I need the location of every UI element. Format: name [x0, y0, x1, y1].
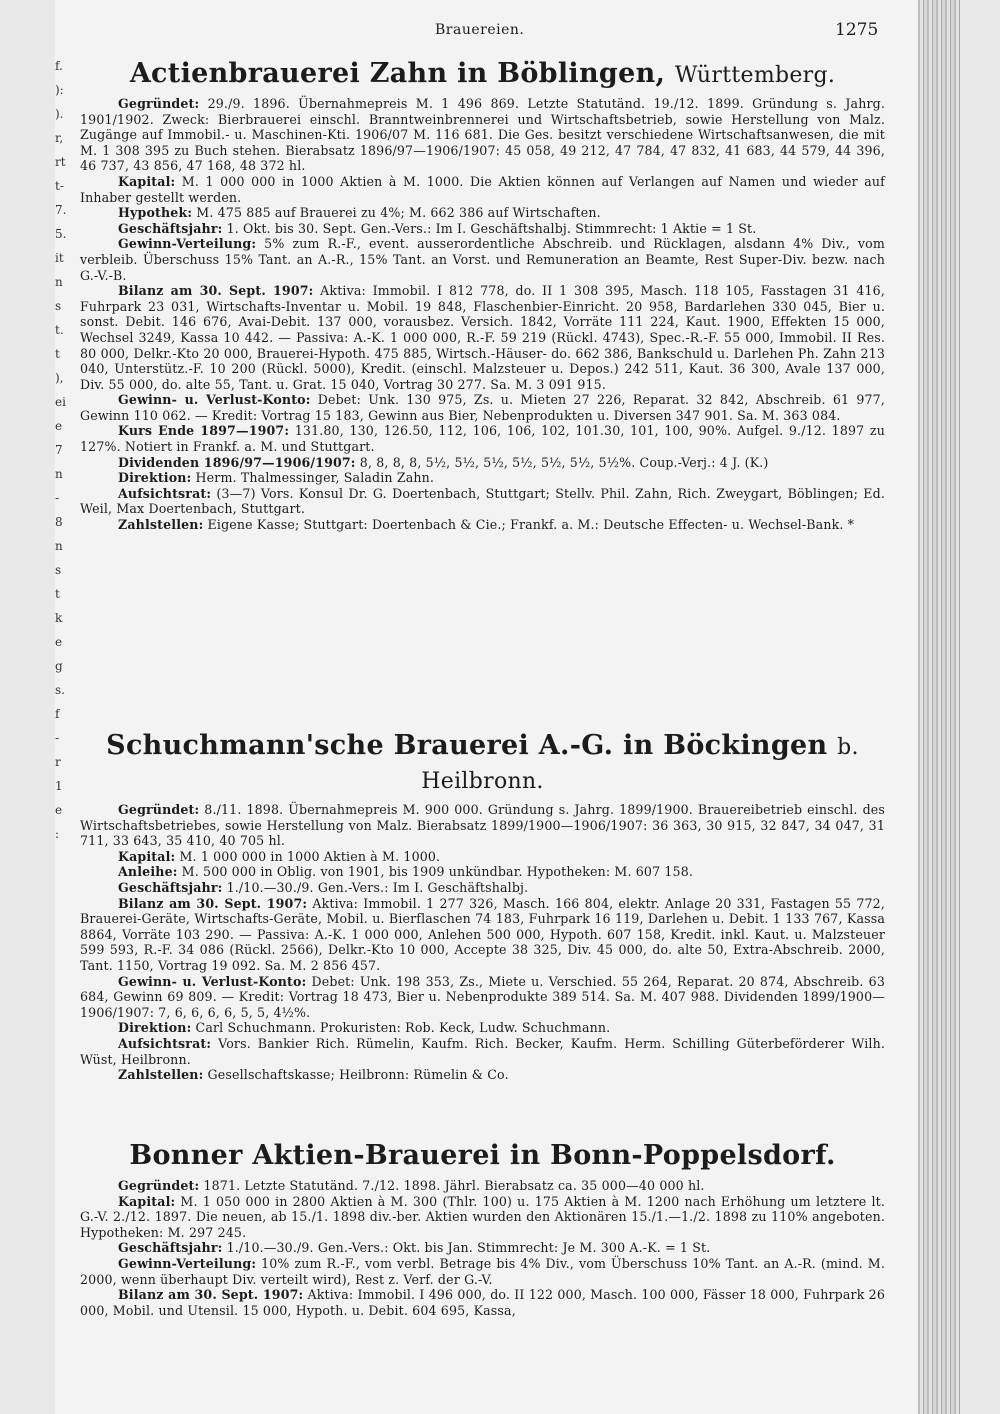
paragraph-text: Gesellschaftskasse; Heilbronn: Rümelin & Co. — [203, 1067, 509, 1083]
paragraph-text: 29./9. 1896. Übernahmepreis M. 1 496 869. Letzte Statutänd. 19./12. 1899. Gründung s. Jahrg. 1901/1902. Zweck: Bierbrauerei einschl. Branntweinbrennerei und Wirtschaftsbetrieb, sowie Herstellung von Malz. Zugänge auf Immobil.- u. Maschinen-Kti. 1906/07 M. 116 681. Die Ges. besitzt verschiedene Wirtschaftsanwesen, die mit M. 1 308 395 zu Buch stehen. Bierabsatz 1896/97—1906/1907: 45 058, 49 212, 47 784, 47 832, 41 683, 44 579, 44 396, 46 737, 43 856, 47 168, 48 372 hl. — [80, 96, 885, 174]
margin-fragment: k — [55, 611, 63, 625]
entry-paragraph — [80, 486, 885, 517]
entry-heading: Bonner Aktien-Brauerei in Bonn-Poppelsdorf. — [129, 1140, 836, 1171]
margin-fragment: it — [55, 251, 64, 265]
running-title: Brauereien. — [435, 22, 525, 38]
margin-fragment: s — [55, 563, 62, 577]
paragraph-text: Debet: Unk. 130 975, Zs. u. Mieten 27 226, Reparat. 32 842, Abschreib. 61 977, Gewinn 110 062. — Kredit: Vortrag 15 183, Gewinn aus Bier, Nebenprodukten u. Diversen 347 901. Sa. M. 363 084. — [80, 392, 885, 423]
margin-fragment: s. — [55, 683, 65, 697]
entry-paragraph — [80, 864, 885, 880]
entry-paragraph — [80, 1067, 885, 1083]
paragraph-text: 5% zum R.-F., event. ausserordentliche Abschreib. und Rücklagen, alsdann 4% Div., vom verbleib. Überschuss 15% Tant. an A.-R., 15% Tant. an Vorst. und Remuneration an Beamte, Rest Super-Div. bezw. nach G.-V.-B. — [80, 236, 885, 283]
margin-fragment: : — [55, 827, 60, 841]
entry-paragraph — [80, 205, 885, 221]
entry-paragraph — [80, 96, 885, 174]
margin-fragment: rt — [55, 155, 66, 169]
paragraph-text: Debet: Unk. 198 353, Zs., Miete u. Verschied. 55 264, Reparat. 20 874, Abschreib. 63 684, Gewinn 69 809. — Kredit: Vortrag 18 473, Bier u. Nebenprodukte 389 514. Sa. M. 407 988. Dividenden 1899/1900—1906/1907: 7, 6, 6, 6, 6, 5, 5, 4½%. — [80, 973, 886, 1020]
book-edge — [918, 0, 960, 1414]
paragraph-text: 1./10.—30./9. Gen.-Vers.: Im I. Geschäftshalbj. — [222, 879, 529, 895]
paragraph-keyword: Zahlstellen: — [118, 517, 204, 533]
paragraph-text: M. 1 000 000 in 1000 Aktien à M. 1000. — [175, 848, 441, 864]
entry-bonner-aktien-brauerei — [80, 1140, 885, 1318]
entry-paragraph — [80, 1240, 885, 1256]
entry-paragraph — [80, 1020, 885, 1036]
entry-schuchmann-boeckingen — [80, 730, 885, 1083]
margin-fragment: e — [55, 419, 63, 433]
paragraph-text: Aktiva: Immobil. I 496 000, do. II 122 000, Masch. 100 000, Fässer 18 000, Fuhrpark 26 000, Mobil. und Utensil. 15 000, Hypoth. u. Debit. 604 695, Kassa, — [80, 1287, 885, 1318]
entry-heading: Schuchmann'sche Brauerei A.-G. in Böckingen b. Heilbronn. — [106, 730, 859, 794]
paragraph-text: 8, 8, 8, 8, 5½, 5½, 5½, 5½, 5½, 5½, 5½%. Coup.-Verj.: 4 J. (K.) — [355, 454, 769, 470]
paragraph-keyword: Bilanz am 30. Sept. 1907: — [118, 1287, 304, 1303]
entry-paragraph — [80, 517, 885, 533]
paragraph-keyword: Anleihe: — [118, 864, 178, 880]
paragraph-keyword: Kurs Ende 1897—1907: — [118, 423, 290, 439]
margin-fragment: ), — [55, 371, 64, 385]
margin-fragment: e — [55, 803, 63, 817]
margin-fragment: g — [55, 659, 63, 673]
entry-paragraph — [80, 1194, 885, 1241]
margin-fragment: 7. — [55, 203, 67, 217]
paragraph-keyword: Aufsichtsrat: — [118, 485, 212, 501]
paragraph-text: Vors. Bankier Rich. Rümelin, Kaufm. Rich. Becker, Kaufm. Herm. Schilling Güterbeförderer Wilh. Wüst, Heilbronn. — [80, 1035, 885, 1067]
margin-fragment: 7 — [55, 443, 63, 457]
paragraph-keyword: Gegründet: — [118, 96, 200, 111]
paragraph-keyword: Aufsichtsrat: — [118, 1035, 212, 1051]
entry-paragraph — [80, 392, 885, 423]
paragraph-keyword: Dividenden 1896/97—1906/1907: — [118, 454, 356, 470]
entry-zahn-boeblingen — [80, 58, 885, 533]
entry-paragraph — [80, 221, 885, 237]
margin-fragment: ): — [55, 83, 64, 97]
margin-fragment: s — [55, 299, 62, 313]
entry-paragraph — [80, 455, 885, 471]
margin-fragment: t. — [55, 323, 64, 337]
entry-paragraph — [80, 236, 885, 283]
entry-paragraph — [80, 174, 885, 205]
entry-paragraph — [80, 1036, 885, 1067]
paragraph-text: M. 500 000 in Oblig. von 1901, bis 1909 unkündbar. Hypotheken: M. 607 158. — [177, 864, 694, 880]
entry-paragraph — [80, 1256, 885, 1287]
margin-fragment: - — [55, 491, 60, 505]
entry-paragraph — [80, 802, 885, 849]
running-header — [55, 22, 960, 42]
page-number: 1275 — [835, 20, 879, 40]
margin-fragment: ). — [55, 107, 64, 121]
paragraph-keyword: Direktion: — [118, 470, 192, 486]
paragraph-text: Herm. Thalmessinger, Saladin Zahn. — [191, 470, 435, 486]
margin-fragment: t — [55, 587, 60, 601]
paragraph-text: Eigene Kasse; Stuttgart: Doertenbach & Cie.; Frankf. a. M.: Deutsche Effecten- u. Wechsel-Bank. * — [203, 517, 855, 533]
paragraph-text: 8./11. 1898. Übernahmepreis M. 900 000. Gründung s. Jahrg. 1899/1900. Brauereibetrieb einschl. des Wirtschaftsbetriebes, sowie Herstellung von Malz. Bierabsatz 1899/1900—1906/1907: 36 363, 30 915, 32 847, 34 047, 31 711, 33 643, 35 410, 40 705 hl. — [80, 802, 885, 849]
paragraph-text: 1871. Letzte Statutänd. 7./12. 1898. Jährl. Bierabsatz ca. 35 000—40 000 hl. — [199, 1178, 705, 1193]
paragraph-keyword: Gegründet: — [118, 1178, 200, 1193]
paragraph-keyword: Kapital: — [118, 173, 176, 189]
paragraph-keyword: Bilanz am 30. Sept. 1907: — [118, 283, 314, 299]
entry-paragraph — [80, 880, 885, 896]
margin-fragment: e — [55, 635, 63, 649]
margin-fragment: r — [55, 755, 61, 769]
margin-fragment: - — [55, 731, 60, 745]
entry-paragraph — [80, 1178, 885, 1194]
paragraph-keyword: Kapital: — [118, 1193, 176, 1209]
entry-paragraph — [80, 896, 885, 974]
paragraph-keyword: Geschäftsjahr: — [118, 879, 223, 895]
entry-paragraph — [80, 423, 885, 454]
entry-paragraph — [80, 974, 885, 1021]
paragraph-text: Carl Schuchmann. Prokuristen: Rob. Keck, Ludw. Schuchmann. — [191, 1020, 611, 1036]
margin-fragment: n — [55, 275, 63, 289]
document-page — [55, 0, 960, 1414]
paragraph-text: (3—7) Vors. Konsul Dr. G. Doertenbach, Stuttgart; Stellv. Phil. Zahn, Rich. Zweygart, Böblingen; Ed. Weil, Max Doertenbach, Stuttgart. — [80, 485, 885, 517]
entry-heading: Actienbrauerei Zahn in Böblingen, Württemberg. — [129, 58, 836, 89]
paragraph-keyword: Gewinn- u. Verlust-Konto: — [118, 392, 311, 408]
paragraph-text: 131.80, 130, 126.50, 112, 106, 106, 102, 101.30, 101, 100, 90%. Aufgel. 9./12. 1897 zu 127%. Notiert in Frankf. a. M. und Stuttgart. — [80, 423, 885, 455]
margin-fragment: 8 — [55, 515, 63, 529]
paragraph-text: Aktiva: Immobil. 1 277 326, Masch. 166 804, elektr. Anlage 20 331, Fastagen 55 772, Brauerei-Geräte, Wirtschafts-Geräte, Mobil. u. Bierflaschen 74 183, Fuhrpark 16 119, Darlehen u. Debit. 1 133 767, Kassa 8864, Vorräte 103 290. — Passiva: A.-K. 1 000 000, Anlehen 500 000, Hypoth. 607 158, Kredit. inkl. Kaut. u. Malzsteuer 599 593, R.-F. 34 086 (Rückl. 2566), Delkr.-Kto 10 000, Accepte 38 325, Div. 45 000, do. alte 50, Extra-Abschreib. 2000, Tant. 1150, Vortrag 19 092. Sa. M. 2 856 457. — [80, 895, 885, 973]
margin-fragment: n — [55, 467, 63, 481]
paragraph-keyword: Gegründet: — [118, 802, 200, 817]
entry-paragraph — [80, 470, 885, 486]
paragraph-keyword: Kapital: — [118, 848, 176, 864]
margin-fragment: f — [55, 707, 60, 721]
paragraph-keyword: Direktion: — [118, 1020, 192, 1036]
margin-fragment: r, — [55, 131, 64, 145]
paragraph-text: 1. Okt. bis 30. Sept. Gen.-Vers.: Im I. Geschäftshalbj. Stimmrecht: 1 Aktie = 1 St. — [222, 220, 757, 236]
margin-fragment: 5. — [55, 227, 67, 241]
paragraph-keyword: Gewinn- u. Verlust-Konto: — [118, 973, 307, 989]
paragraph-text: M. 1 050 000 in 2800 Aktien à M. 300 (Thlr. 100) u. 175 Aktien à M. 1200 nach Erhöhung um letztere lt. G.-V. 2./12. 1897. Die neuen, ab 15./1. 1898 div.-ber. Aktien wurden den Aktionären 15./1.—1./2. 1898 zu 110% angeboten. Hypotheken: M. 297 245. — [80, 1193, 885, 1240]
paragraph-keyword: Zahlstellen: — [118, 1067, 204, 1083]
paragraph-keyword: Geschäftsjahr: — [118, 220, 223, 236]
entry-paragraph — [80, 283, 885, 392]
paragraph-text: Aktiva: Immobil. I 812 778, do. II 1 308 395, Masch. 118 105, Fasstagen 31 416, Fuhrpark 23 031, Wirtschafts-Inventar u. Mobil. 19 848, Flaschenbier-Einricht. 20 958, Bardarlehen 330 045, Bier u. sonst. Debit. 146 676, Avai-Debit. 137 000, vorausbez. Versich. 1842, Vorräte 111 224, Kaut. 1900, Effekten 15 000, Wechsel 3249, Kassa 10 442. — Passiva: A.-K. 1 000 000, R.-F. 59 219 (Rückl. 4743), Spec.-R.-F. 55 000, Immobil. II Res. 80 000, Delkr.-Kto 20 000, Brauerei-Hypoth. 475 885, Wirtsch.-Häuser- do. 662 386, Bankschuld u. Darlehen Ph. Zahn 213 040, Unterstütz.-F. 10 200 (Rückl. 5000), Kredit. (einschl. Malzsteuer u. Depos.) 242 511, Kaut. 36 300, Avale 137 000, Div. 55 000, do. alte 55, Tant. u. Grat. 15 040, Vortrag 30 277. Sa. M. 3 091 915. — [80, 283, 885, 392]
margin-fragment: f. — [55, 59, 63, 73]
entry-paragraph — [80, 849, 885, 865]
paragraph-keyword: Hypothek: — [118, 205, 193, 221]
margin-fragment: t — [55, 347, 60, 361]
paragraph-keyword: Gewinn-Verteilung: — [118, 1255, 257, 1271]
paragraph-text: M. 475 885 auf Brauerei zu 4%; M. 662 386 auf Wirtschaften. — [192, 205, 601, 221]
margin-fragment: 1 — [55, 779, 63, 793]
paragraph-text: M. 1 000 000 in 1000 Aktien à M. 1000. Die Aktien können auf Verlangen auf Namen und wieder auf Inhaber gestellt werden. — [80, 173, 885, 205]
margin-fragment: n — [55, 539, 63, 553]
paragraph-keyword: Gewinn-Verteilung: — [118, 236, 257, 252]
paragraph-keyword: Geschäftsjahr: — [118, 1240, 223, 1256]
paragraph-text: 1./10.—30./9. Gen.-Vers.: Okt. bis Jan. Stimmrecht: Je M. 300 A.-K. = 1 St. — [222, 1240, 711, 1256]
paragraph-text: 10% zum R.-F., vom verbl. Betrage bis 4% Div., vom Überschuss 10% Tant. an A.-R. (mind. M. 2000, wenn überhaupt Div. verteilt wird), Rest z. Verf. der G.-V. — [80, 1255, 885, 1287]
margin-fragment: t- — [55, 179, 64, 193]
margin-fragment: ei — [55, 395, 66, 409]
entry-paragraph — [80, 1287, 885, 1318]
paragraph-keyword: Bilanz am 30. Sept. 1907: — [118, 895, 308, 911]
